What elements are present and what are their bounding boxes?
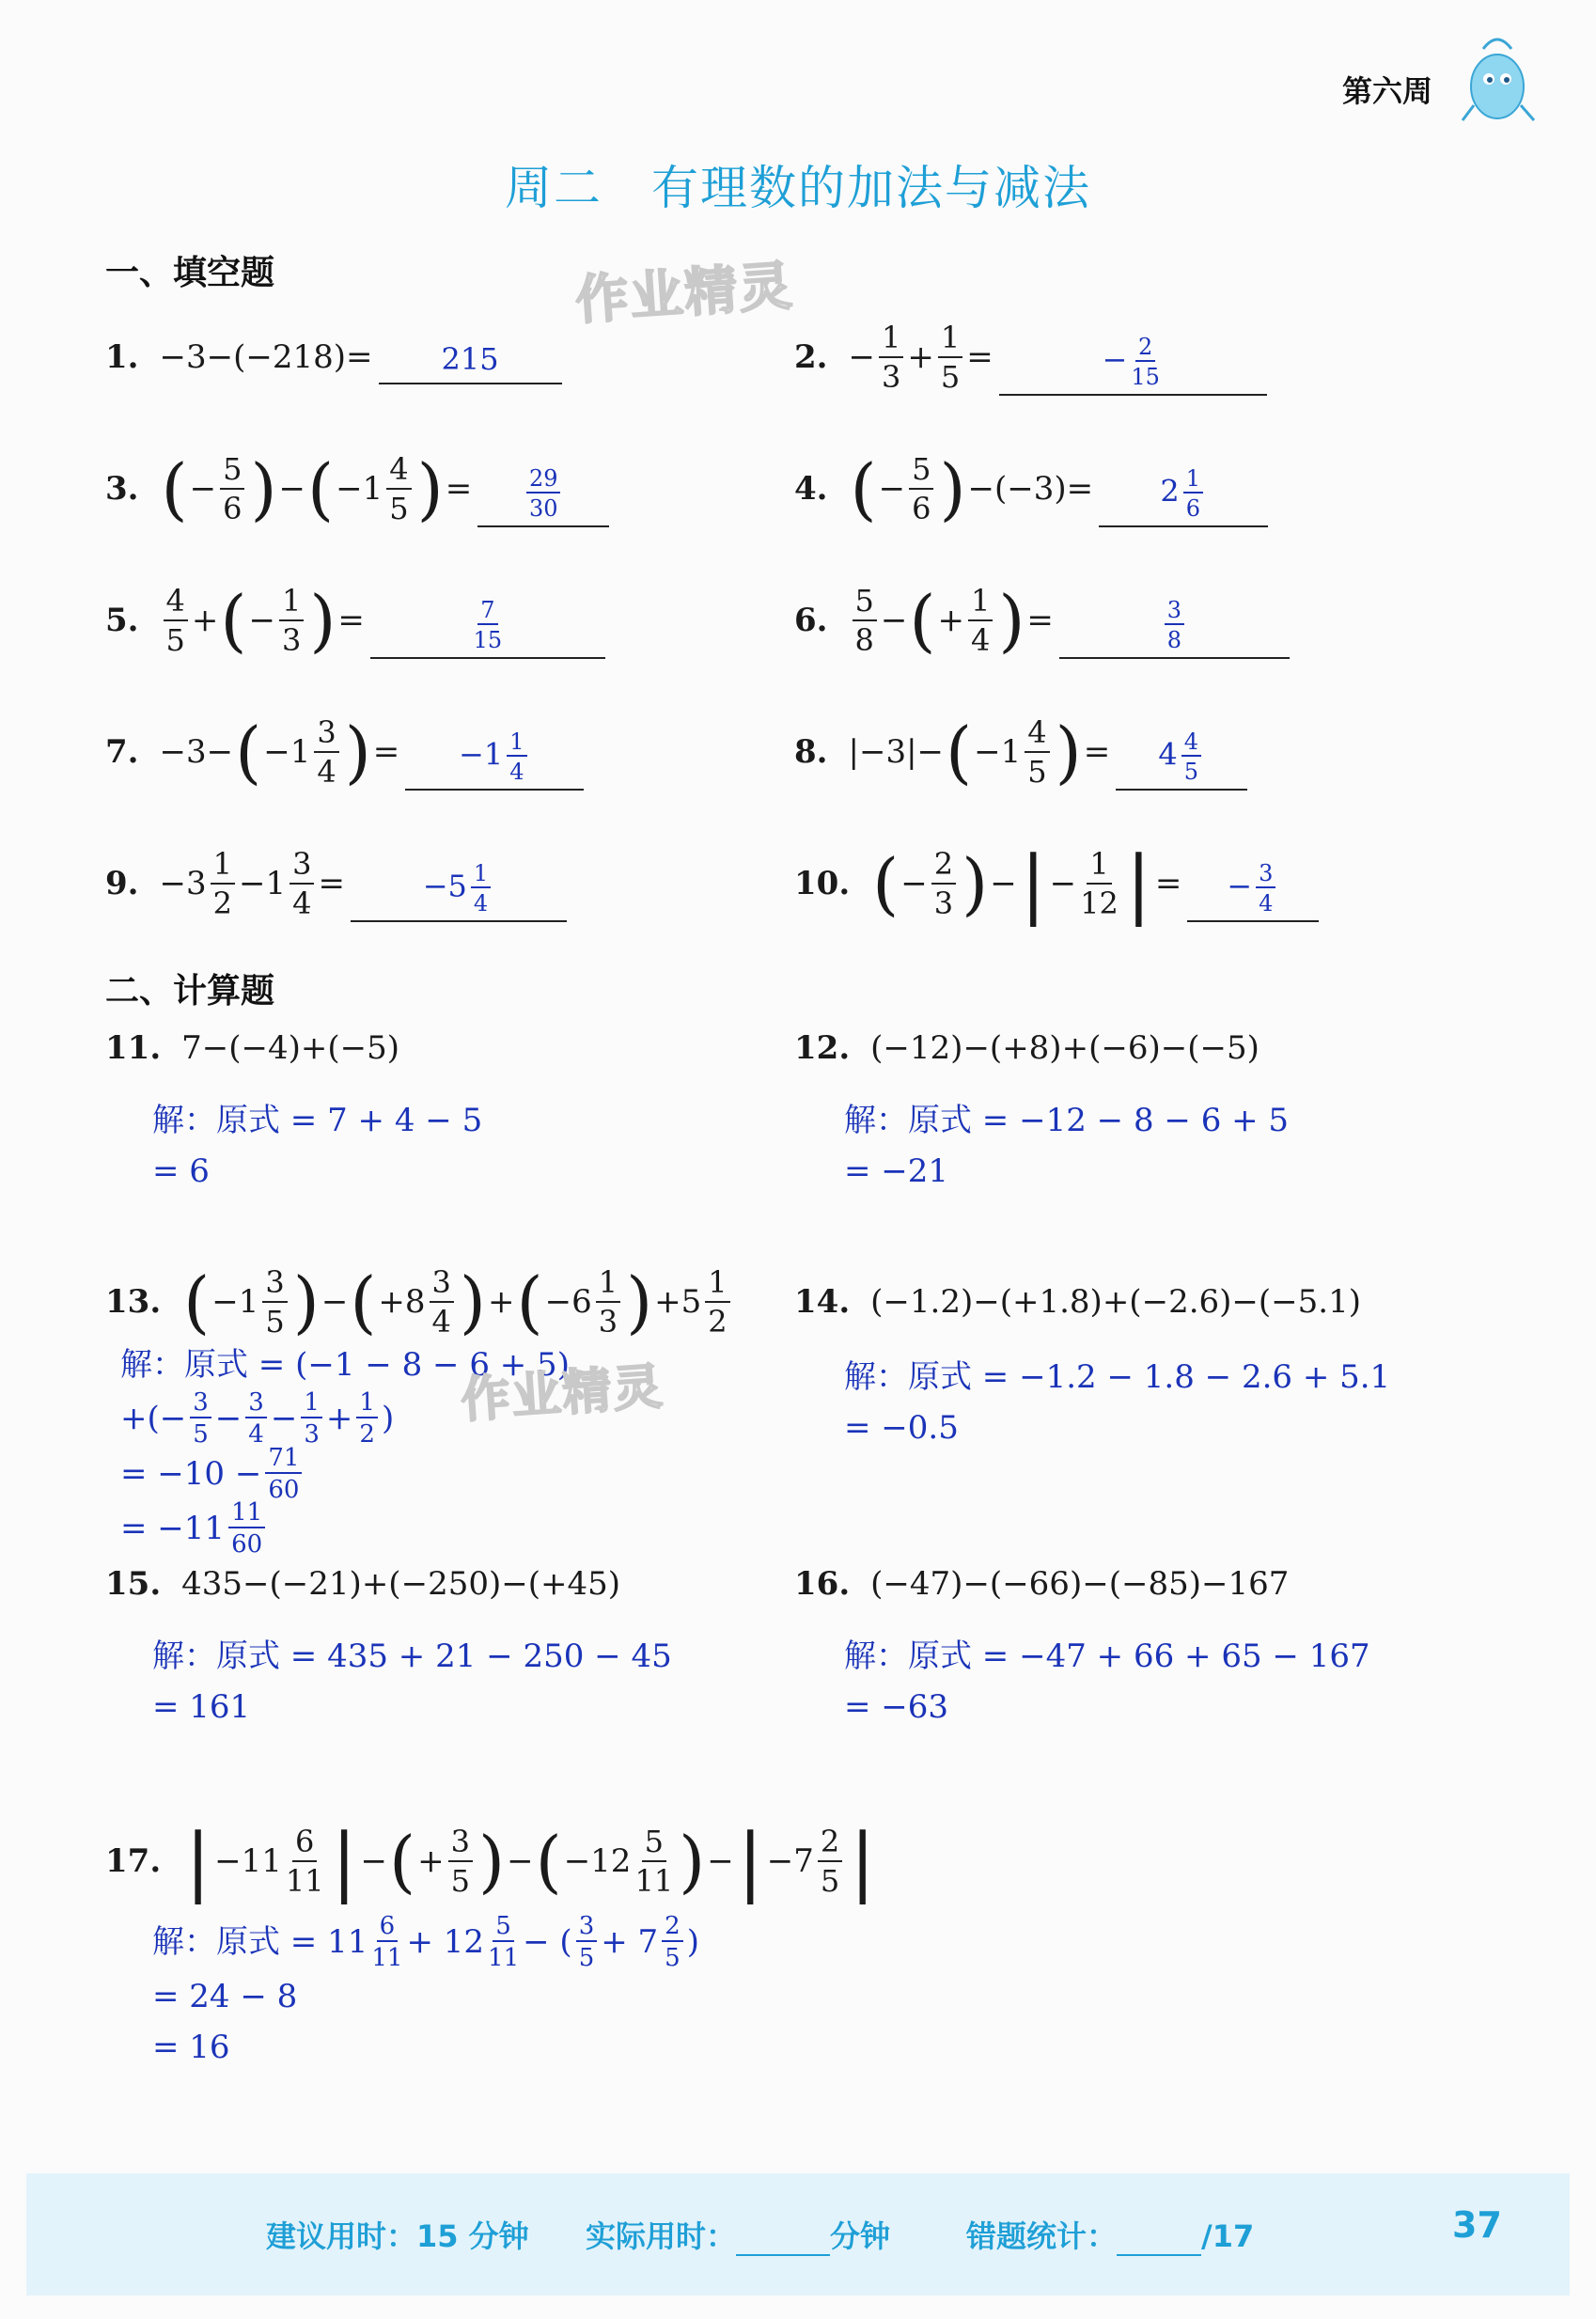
- question-12: 12. (−12)−(+8)+(−6)−(−5): [794, 1029, 1260, 1067]
- question-8: 8. |−3|− ( −1 4 5 ) = 4 $\frac{4}{5}$: [794, 700, 1247, 804]
- question-11: 11. 7−(−4)+(−5): [105, 1029, 400, 1067]
- answer-text: $\frac{7}{15}$: [473, 597, 503, 653]
- watermark: 作业精灵: [573, 255, 796, 333]
- question-14: 14. (−1.2)−(+1.8)+(−2.6)−(−5.1): [794, 1283, 1361, 1321]
- answer-text: − $\frac{3}{4}$: [1187, 862, 1319, 915]
- answer-blank[interactable]: [379, 330, 562, 384]
- question-9: 9. −3 1 2 −1 $\frac{3}{4}$ = −5 $\frac{1}{4}$: [105, 832, 567, 935]
- answer-text: −5 $\frac{1}{4}$: [351, 862, 567, 915]
- question-1: 1. −3−(−218)= 215: [105, 324, 562, 390]
- answer-blank[interactable]: [1116, 713, 1247, 791]
- week-label: 第六周: [1342, 73, 1433, 109]
- answer-text: 4 $\frac{4}{5}$: [1116, 730, 1247, 783]
- question-2: 2. − $\frac{1}{3}$ + $\frac{1}{5}$ = − $\frac{2}{15}$: [794, 310, 1267, 404]
- solution-11: 解：原式 = 7 + 4 − 5 = 6: [152, 1102, 483, 1190]
- solution-13: 解：原式 = (−1 − 8 − 6 + 5) +(− 3 5 − 3 4 − 1 3 + 1 2 ) = −10 − $\frac{71}{60}$ = −11 11 60: [120, 1346, 570, 1559]
- answer-text: $\frac{29}{30}$: [477, 467, 609, 520]
- answer-blank[interactable]: [405, 713, 584, 791]
- answer-text: $\frac{3}{8}$: [1059, 599, 1290, 651]
- actual-time-blank[interactable]: [736, 2226, 830, 2256]
- page-number: 37: [1452, 2204, 1502, 2246]
- answer-text: 215: [441, 341, 499, 377]
- question-7: 7. −3− ( −1 3 4 ) = −1 $\frac{1}{4}$: [105, 700, 584, 804]
- watermark: 作业精灵: [459, 1358, 666, 1430]
- question-17: 17. | −11 6 11 | − ( + $\frac{3}{5}$ ) − ( −12 5 11 ) − | −7 2 5 |: [105, 1817, 876, 1904]
- answer-text: 2 $\frac{1}{6}$: [1099, 467, 1268, 520]
- question-16: 16. (−47)−(−66)−(−85)−167: [794, 1565, 1290, 1603]
- error-count-blank[interactable]: [1117, 2226, 1201, 2256]
- answer-blank[interactable]: [1099, 450, 1268, 527]
- solution-14: 解：原式 = −1.2 − 1.8 − 2.6 + 5.1 = −0.5: [844, 1358, 1391, 1447]
- solution-12: 解：原式 = −12 − 8 − 6 + 5 = −21: [844, 1102, 1290, 1190]
- section-calc-heading: 二、计算题: [105, 972, 275, 1011]
- suggested-time: 建议用时：15 分钟: [266, 2218, 529, 2254]
- question-3: 3. ( − $\frac{5}{6}$ ) − ( −1 4 5 ) = $\frac{29}{30}$: [105, 437, 609, 541]
- question-13: 13. ( −1 3 5 ) − ( +8 3 4 ) + ( −6 1 3 ) +5 1 2: [105, 1255, 734, 1349]
- actual-time: 实际用时： 分钟: [586, 2218, 891, 2254]
- question-5: 5. 4 5 + ( − $\frac{1}{3}$ ) = $\frac{7}{15}$: [105, 569, 605, 672]
- question-10: 10. ( − $\frac{2}{3}$ ) − | − $\frac{1}{12}$ | = − $\frac{3}{4}$: [794, 832, 1319, 935]
- solution-15: 解：原式 = 435 + 21 − 250 − 45 = 161: [152, 1637, 672, 1726]
- answer-blank[interactable]: [351, 845, 567, 922]
- section-fill-heading: 一、填空题: [105, 254, 275, 292]
- answer-blank[interactable]: [1187, 845, 1319, 922]
- mascot-icon: [1455, 30, 1540, 133]
- answer-text: − $\frac{2}{15}$: [1102, 334, 1160, 390]
- question-4: 4. ( − $\frac{5}{6}$ ) −(−3)= 2 $\frac{1}{6}$: [794, 437, 1268, 541]
- footer-bar: [26, 2173, 1570, 2295]
- answer-blank[interactable]: [999, 319, 1267, 396]
- answer-blank[interactable]: [370, 582, 605, 659]
- page-title: 周二 有理数的加法与减法: [505, 161, 1091, 215]
- answer-blank[interactable]: [477, 450, 609, 527]
- question-15: 15. 435−(−21)+(−250)−(+45): [105, 1565, 620, 1603]
- answer-blank[interactable]: [1059, 582, 1290, 659]
- error-count: 错题统计： /17: [966, 2218, 1255, 2254]
- question-6: 6. 5 8 − ( + $\frac{1}{4}$ ) = $\frac{3}{8}$: [794, 569, 1290, 672]
- solution-16: 解：原式 = −47 + 66 + 65 − 167 = −63: [844, 1637, 1370, 1726]
- answer-text: −1 $\frac{1}{4}$: [405, 730, 584, 783]
- solution-17: 解：原式 = 11 6 11 + 12 5 11 − ( 3 5 + 7 2 5 ) = 24 − 8 = 16: [152, 1912, 699, 2066]
